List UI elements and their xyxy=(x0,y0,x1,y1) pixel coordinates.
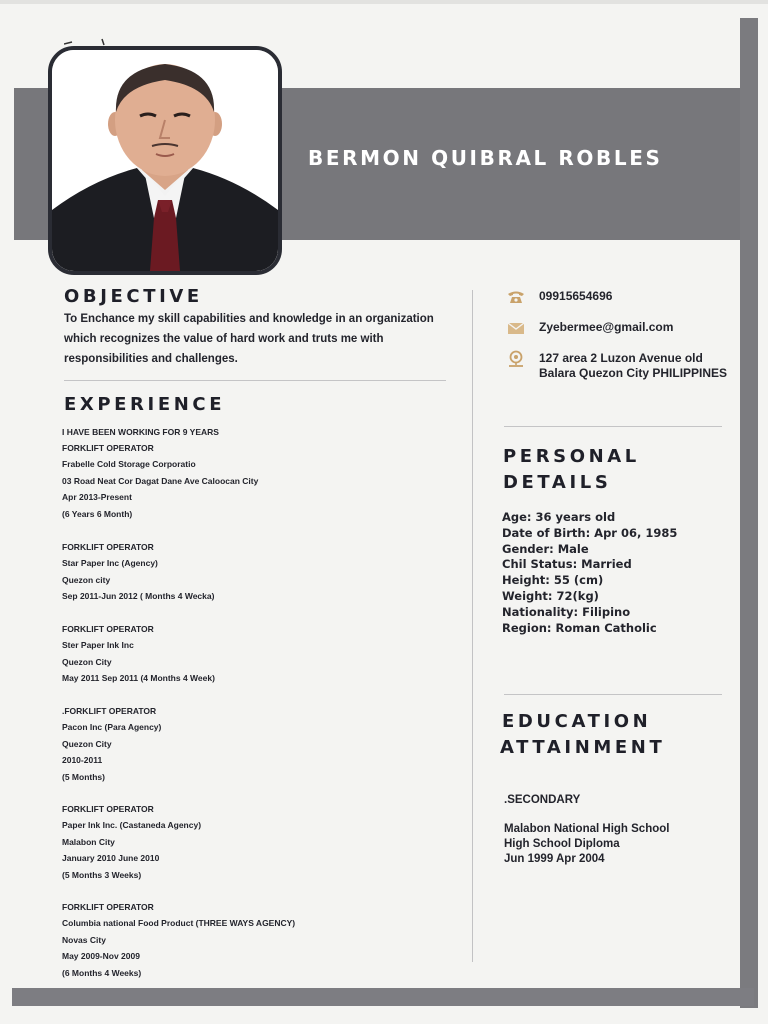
job-location: Quezon City xyxy=(62,656,112,667)
experience-title: EXPERIENCE xyxy=(64,394,226,415)
detail-nationality: Nationality: Filipino xyxy=(502,604,631,619)
contact-phone xyxy=(506,289,612,305)
address-line: Balara Quezon City PHILIPPINES xyxy=(539,366,728,380)
bottom-accent-bar xyxy=(12,988,754,1006)
job-entry xyxy=(62,899,295,981)
job-period: 2010-2011 xyxy=(62,755,103,766)
detail-civil-status: Chil Status: Married xyxy=(502,557,632,572)
detail-religion: Region: Roman Catholic xyxy=(502,620,657,635)
contact-address xyxy=(506,351,727,381)
job-duration: (6 Months 4 Weeks) xyxy=(62,967,142,978)
job-position: FORKLIFT OPERATOR xyxy=(62,624,154,634)
objective-line: To Enchance my skill capabilities and knowledge in an organization xyxy=(64,313,434,325)
scan-mark xyxy=(64,38,110,46)
objective-text xyxy=(64,309,464,369)
personal-details-list xyxy=(502,510,677,636)
job-company: Frabelle Cold Storage Corporatio xyxy=(62,459,196,470)
job-location: Novas City xyxy=(62,934,106,945)
detail-weight: Weight: 72(kg) xyxy=(502,588,599,603)
divider xyxy=(504,426,722,427)
job-period: January 2010 June 2010 xyxy=(62,853,160,864)
school-period: Jun 1999 Apr 2004 xyxy=(504,853,605,865)
candidate-name: BERMON QUIBRAL ROBLES xyxy=(308,146,663,170)
experience-summary: I HAVE BEEN WORKING FOR 9 YEARS xyxy=(62,427,219,437)
job-entry xyxy=(62,703,161,785)
job-company: Pacon Inc (Para Agency) xyxy=(62,722,162,733)
column-divider xyxy=(472,290,473,962)
envelope-icon xyxy=(506,320,526,336)
detail-age: Age: 36 years old xyxy=(502,510,616,524)
job-location: Malabon City xyxy=(62,836,115,847)
email-address: Zyebermee@gmail.com xyxy=(539,320,674,334)
contact-email xyxy=(506,320,673,336)
detail-height: Height: 55 (cm) xyxy=(502,573,604,588)
job-entry xyxy=(62,539,214,605)
education-title: EDUCATION xyxy=(502,711,652,732)
divider xyxy=(64,380,446,381)
job-position: FORKLIFT OPERATOR xyxy=(62,804,154,814)
job-location: Quezon city xyxy=(62,574,111,585)
job-company: Star Paper Inc (Agency) xyxy=(62,558,158,569)
phone-icon xyxy=(506,289,526,305)
experience-intro xyxy=(62,424,219,440)
job-duration: (6 Years 6 Month) xyxy=(62,508,133,519)
job-position: FORKLIFT OPERATOR xyxy=(62,443,154,453)
education-title-line2: ATTAINMENT xyxy=(500,737,666,758)
diploma: High School Diploma xyxy=(504,838,620,850)
education-level: .SECONDARY xyxy=(504,794,581,806)
job-position: .FORKLIFT OPERATOR xyxy=(62,706,157,716)
right-accent-bar xyxy=(740,18,758,1008)
detail-birthdate: Date of Birth: Apr 06, 1985 xyxy=(502,525,678,540)
detail-gender: Gender: Male xyxy=(502,541,589,556)
job-position: FORKLIFT OPERATOR xyxy=(62,542,154,552)
objective-title: OBJECTIVE xyxy=(64,286,203,307)
objective-line: responsibilities and challenges. xyxy=(64,353,238,365)
objective-line: which recognizes the value of hard work and truts me with xyxy=(64,333,384,345)
job-company: Columbia national Food Product (THREE WAYS AGENCY) xyxy=(62,918,296,929)
job-period: May 2011 Sep 2011 (4 Months 4 Week) xyxy=(62,673,215,684)
job-company: Ster Paper Ink Inc xyxy=(62,640,134,651)
job-company: Paper Ink Inc. (Castaneda Agency) xyxy=(62,820,202,831)
job-entry xyxy=(62,440,258,522)
personal-details-title: PERSONAL xyxy=(503,446,640,467)
school-name: Malabon National High School xyxy=(504,823,670,835)
profile-photo xyxy=(48,46,282,275)
phone-number: 09915654696 xyxy=(539,289,613,303)
personal-details-title-line2: DETAILS xyxy=(503,472,612,493)
location-pin-icon xyxy=(506,351,526,367)
job-entry xyxy=(62,801,201,883)
education-details xyxy=(504,822,669,867)
job-duration: (5 Months) xyxy=(62,771,105,782)
job-period: Sep 2011-Jun 2012 ( Months 4 Wecka) xyxy=(62,591,215,602)
job-entry xyxy=(62,621,215,687)
address xyxy=(539,351,727,381)
job-location: Quezon City xyxy=(62,738,112,749)
address-line: 127 area 2 Luzon Avenue old xyxy=(539,351,703,365)
top-edge xyxy=(0,0,768,4)
job-location: 03 Road Neat Cor Dagat Dane Ave Caloocan City xyxy=(62,475,259,486)
job-duration: (5 Months 3 Weeks) xyxy=(62,869,142,880)
job-period: Apr 2013-Present xyxy=(62,492,132,503)
job-period: May 2009-Nov 2009 xyxy=(62,951,140,962)
profile-photo-illustration xyxy=(52,50,278,271)
job-position: FORKLIFT OPERATOR xyxy=(62,902,154,912)
divider xyxy=(504,694,722,695)
